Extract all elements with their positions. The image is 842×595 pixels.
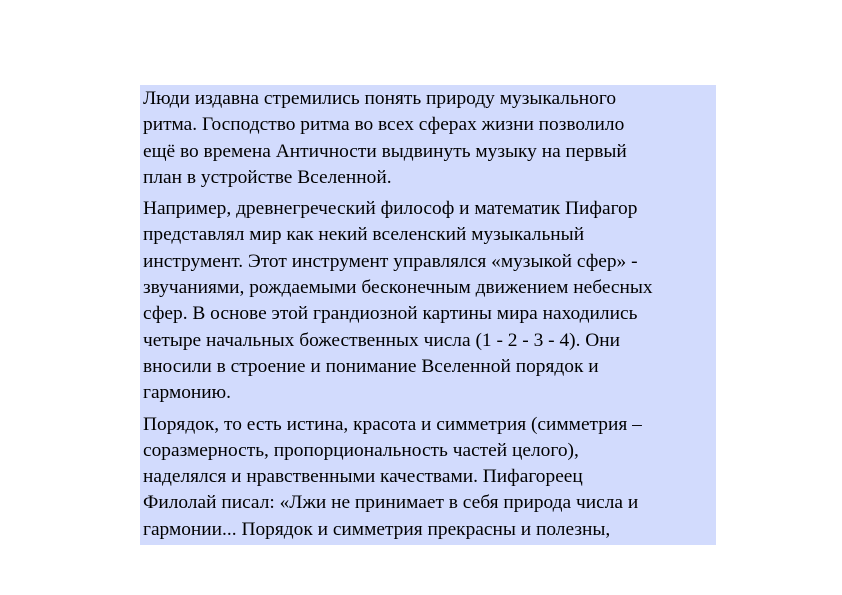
paragraph-order-symmetry xyxy=(143,412,713,543)
text-line: план в устройстве Вселенной. xyxy=(143,166,392,188)
paragraph-rhythm-intro xyxy=(143,86,713,191)
text-line: звучаниями, рождаемыми бесконечным движением небесных xyxy=(143,277,653,299)
text-line: наделялся и нравственными качествами. Пифагореец xyxy=(143,466,583,488)
text-line: сфер. В основе этой грандиозной картины мира находились xyxy=(143,303,638,325)
text-line: инструмент. Этот инструмент управлялся «музыкой сфер» - xyxy=(143,250,638,272)
text-line: ритма. Господство ритма во всех сферах жизни позволило xyxy=(143,114,625,136)
text-line: ещё во времена Античности выдвинуть музыку на первый xyxy=(143,140,627,162)
text-line: представлял мир как некий вселенский музыкальный xyxy=(143,224,585,246)
text-line: Порядок, то есть истина, красота и симметрия (симметрия – xyxy=(143,413,642,435)
text-line: гармонию. xyxy=(143,382,232,404)
text-line: Филолай писал: «Лжи не принимает в себя природа числа и xyxy=(143,492,639,514)
text-line: Например, древнегреческий философ и математик Пифагор xyxy=(143,198,638,220)
text-line: четыре начальных божественных числа (1 - 2 - 3 - 4). Они xyxy=(143,329,621,351)
text-line: вносили в строение и понимание Вселенной порядок и xyxy=(143,355,599,377)
text-line: Люди издавна стремились понять природу музыкального xyxy=(143,88,617,109)
text-line: соразмерность, пропорциональность частей целого), xyxy=(143,439,579,461)
text-box xyxy=(140,85,716,545)
text-line: гармонии... Порядок и симметрия прекрасны и полезны, xyxy=(143,518,611,540)
paragraph-pythagoras xyxy=(143,196,713,406)
